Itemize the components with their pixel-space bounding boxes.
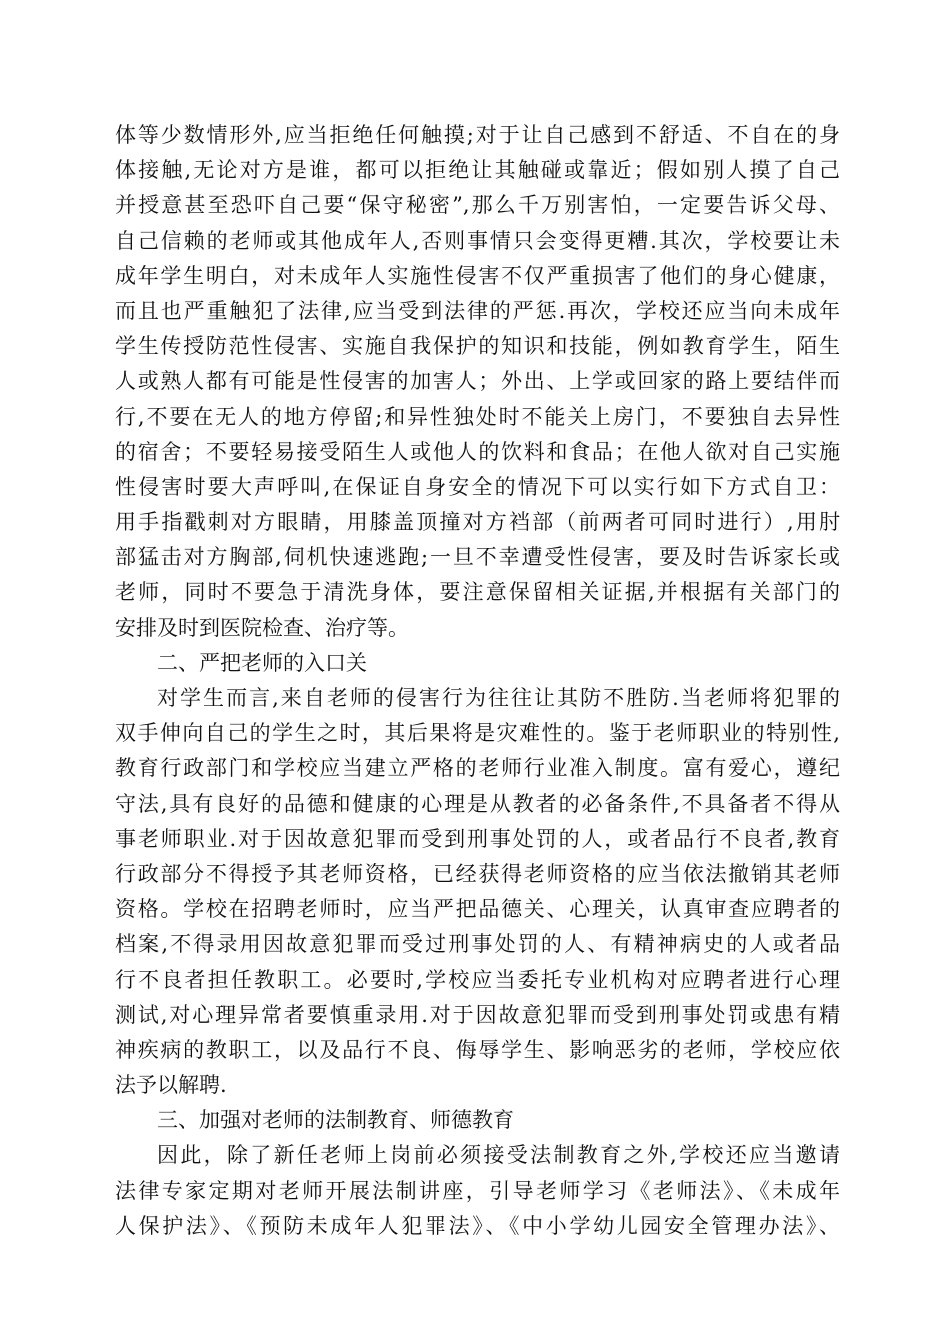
text-line: 资格。学校在招聘老师时，应当严把品德关、心理关，认真审查应聘者的: [115, 897, 840, 922]
text-line: 安排及时到医院检查、治疗等。: [115, 615, 409, 640]
text-line: 行,不要在无人的地方停留;和异性独处时不能关上房门，不要独自去异性: [115, 404, 840, 429]
text-line: 行不良者担任教职工。必要时,学校应当委托专业机构对应聘者进行心理: [115, 967, 840, 992]
text-line: 教育行政部门和学校应当建立严格的老师行业准入制度。富有爱心，遵纪: [115, 756, 840, 781]
text-line: 体接触,无论对方是谁，都可以拒绝让其触碰或靠近；假如别人摸了自己: [115, 158, 840, 183]
text-line: 事老师职业.对于因故意犯罪而受到刑事处罚的人，或者品行不良者,教育: [115, 826, 840, 851]
text-line: 的宿舍；不要轻易接受陌生人或他人的饮料和食品；在他人欲对自己实施: [115, 439, 840, 464]
text-line: 体等少数情形外,应当拒绝任何触摸;对于让自己感到不舒适、不自在的身: [115, 123, 840, 147]
text-line: 老师，同时不要急于清洗身体，要注意保留相关证据,并根据有关部门的: [115, 580, 840, 605]
paragraph-teacher-entry: [115, 681, 840, 1103]
text-line: 法予以解聘.: [115, 1073, 227, 1098]
text-line: 学生传授防范性侵害、实施自我保护的知识和技能，例如教育学生，陌生: [115, 334, 840, 359]
text-line: 成年学生明白，对未成年人实施性侵害不仅严重损害了他们的身心健康，: [115, 263, 840, 288]
text-line: 部猛击对方胸部,伺机快速逃跑;一旦不幸遭受性侵害，要及时告诉家长或: [115, 545, 840, 570]
text-line: 而且也严重触犯了法律,应当受到法律的严惩.再次，学校还应当向未成年: [115, 298, 840, 323]
text-line: 守法,具有良好的品德和健康的心理是从教者的必备条件,不具备者不得从: [115, 791, 840, 816]
section-heading-text: 三、加强对老师的法制教育、师德教育: [157, 1108, 514, 1133]
paragraph-legal-education: [115, 1138, 840, 1244]
text-line: 用手指戳刺对方眼睛，用膝盖顶撞对方裆部（前两者可同时进行）,用肘: [115, 510, 840, 535]
text-line: 因此，除了新任老师上岗前必须接受法制教育之外,学校还应当邀请: [157, 1143, 840, 1168]
section-heading-2: [115, 646, 840, 681]
text-line: 行政部分不得授予其老师资格，已经获得老师资格的应当依法撤销其老师: [115, 861, 840, 886]
text-line: 档案,不得录用因故意犯罪而受过刑事处罚的人、有精神病史的人或者品: [115, 932, 840, 957]
text-line: 人或熟人都有可能是性侵害的加害人；外出、上学或回家的路上要结伴而: [115, 369, 840, 394]
text-line: 自己信赖的老师或其他成年人,否则事情只会变得更糟.其次，学校要让未: [115, 228, 840, 253]
section-heading-3: [115, 1103, 840, 1138]
text-line: 对学生而言,来自老师的侵害行为往往让其防不胜防.当老师将犯罪的: [157, 686, 840, 710]
text-line: 法律专家定期对老师开展法制讲座，引导老师学习《老师法》、《未成年: [115, 1178, 840, 1203]
text-line: 双手伸向自己的学生之时，其后果将是灾难性的。鉴于老师职业的特别性,: [115, 721, 840, 746]
text-line: 并授意甚至恐吓自己要“保守秘密”,那么千万别害怕，一定要告诉父母、: [115, 193, 840, 218]
text-line: 测试,对心理异常者要慎重录用.对于因故意犯罪而受到刑事处罚或患有精: [115, 1002, 840, 1027]
document-body: [115, 118, 840, 1244]
text-line: 神疾病的教职工，以及品行不良、侮辱学生、影响恶劣的老师，学校应依: [115, 1037, 840, 1062]
text-line: 性侵害时要大声呼叫,在保证自身安全的情况下可以实行如下方式自卫：: [115, 474, 840, 499]
text-line: 人保护法》、《预防未成年人犯罪法》、《中小学幼儿园安全管理办法》、: [115, 1213, 840, 1238]
paragraph-self-protection: [115, 118, 840, 646]
section-heading-text: 二、严把老师的入口关: [157, 650, 367, 675]
